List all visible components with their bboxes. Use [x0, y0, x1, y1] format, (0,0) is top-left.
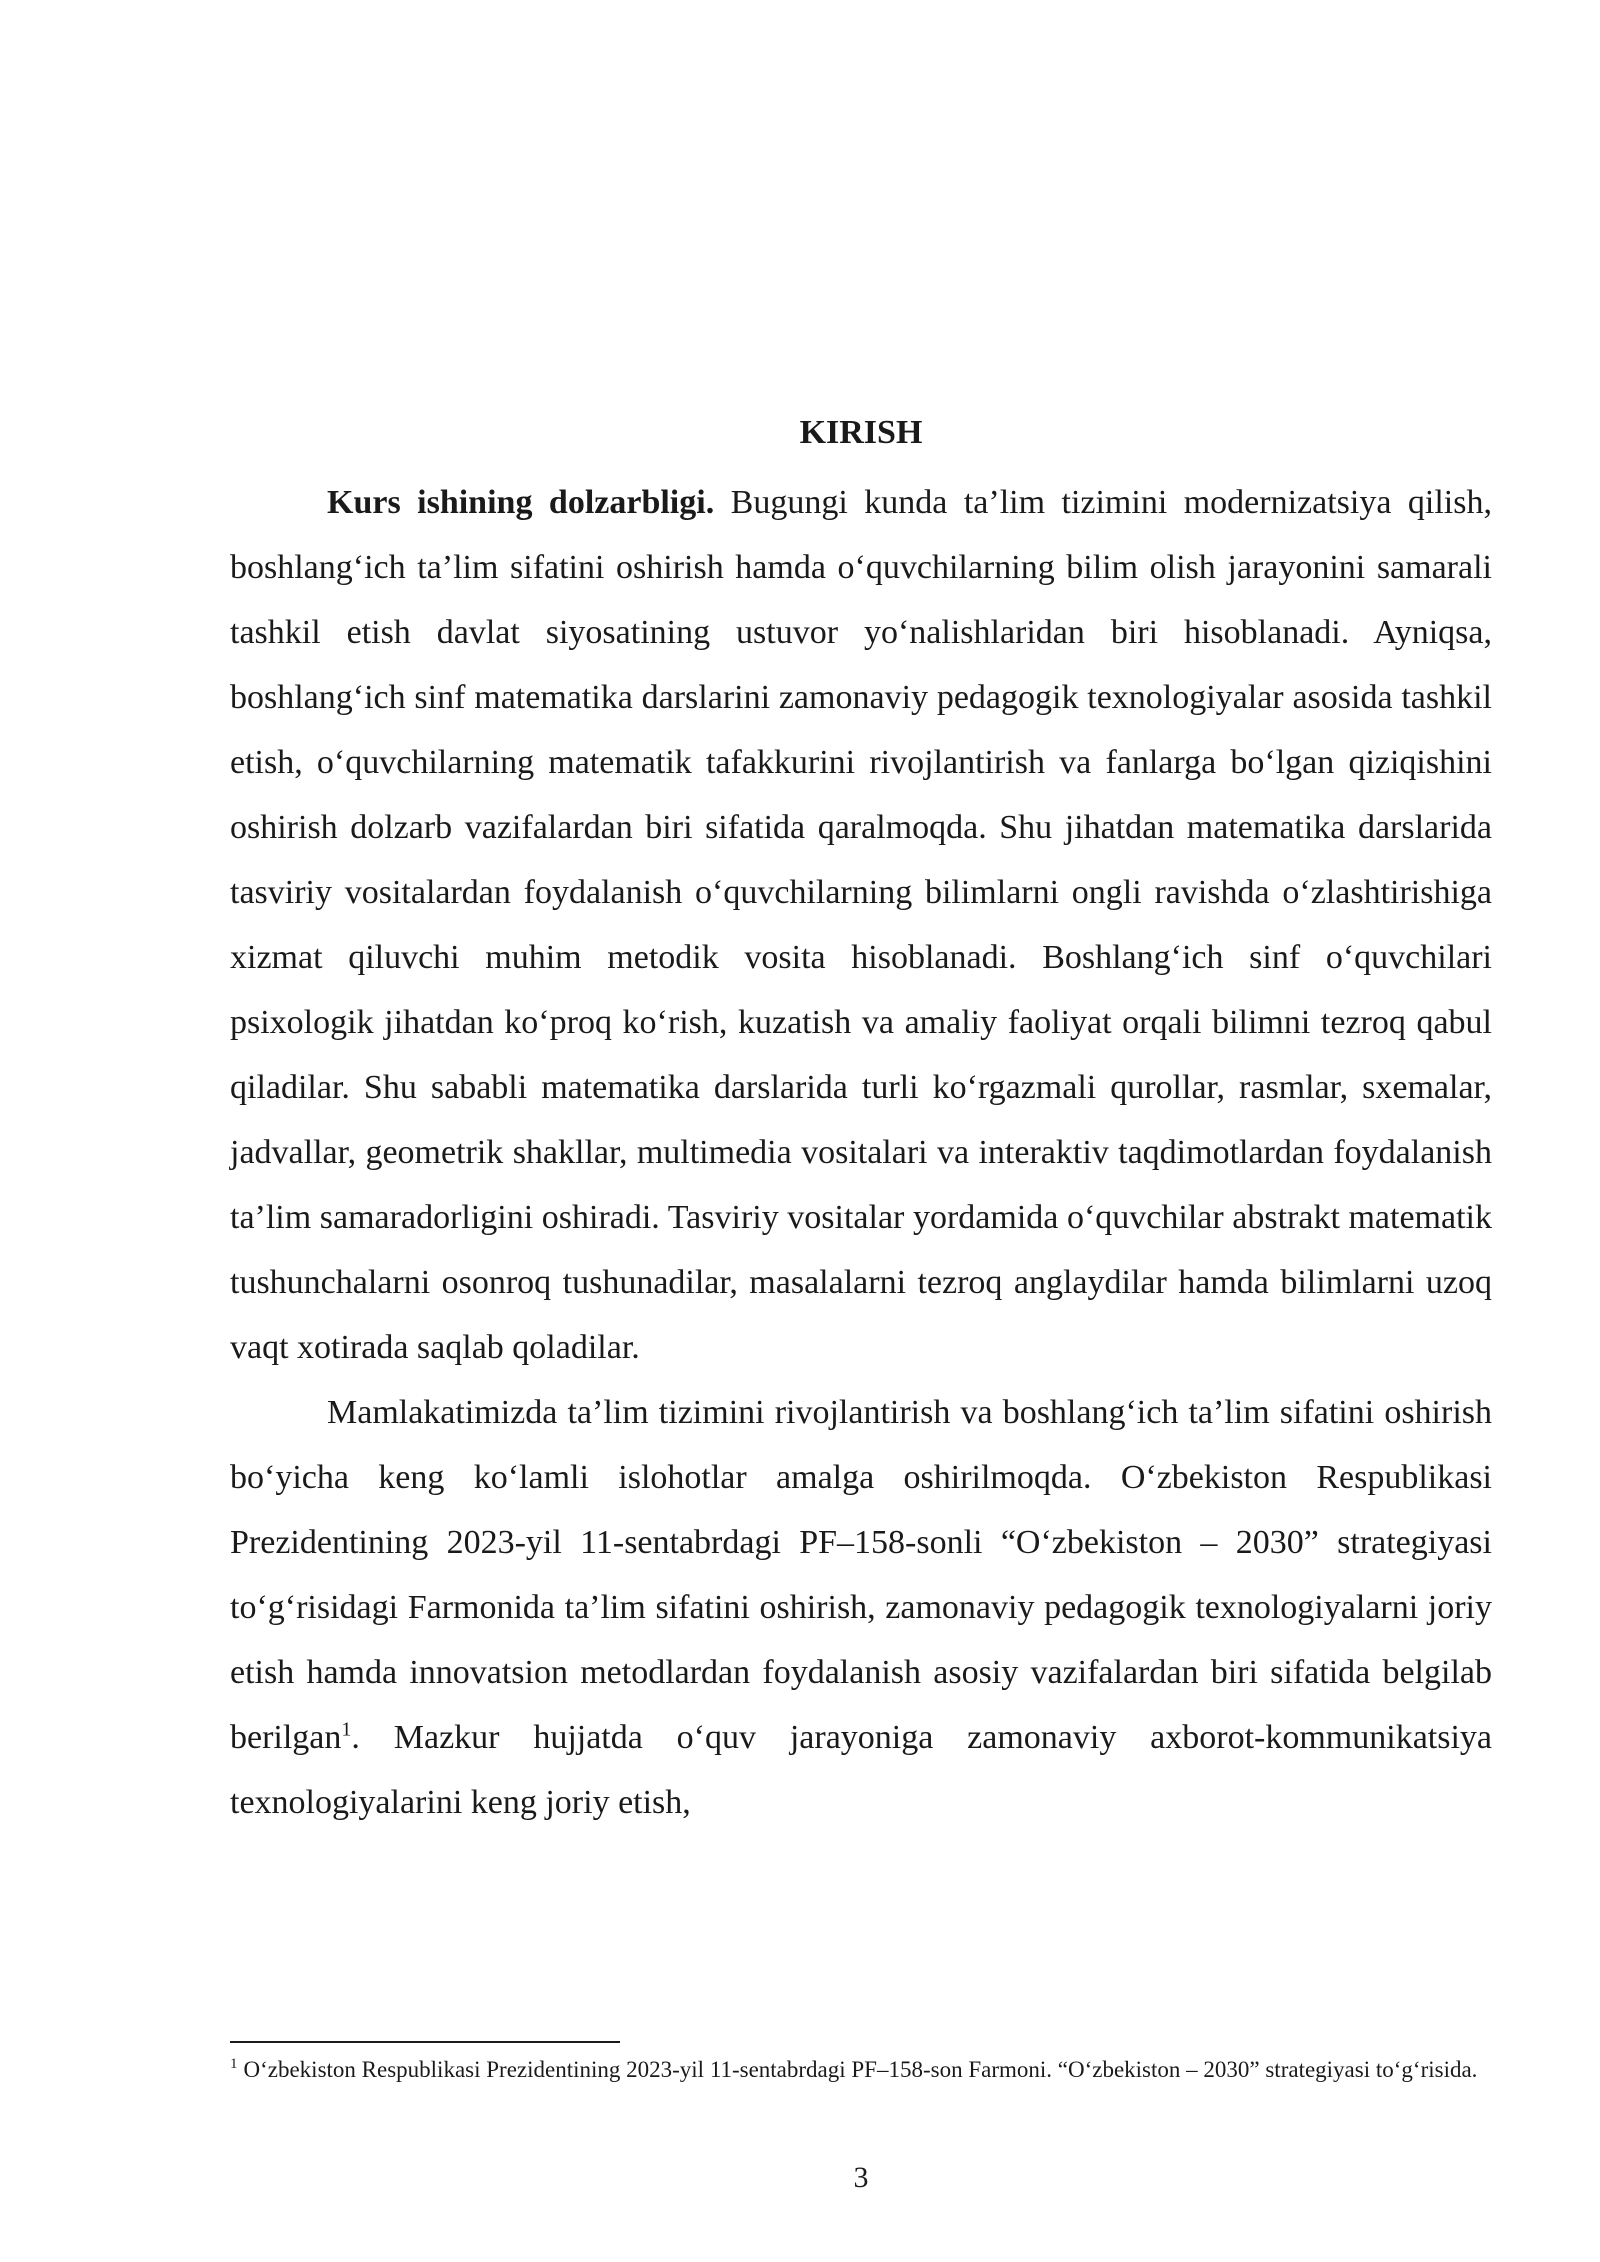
- paragraph-text: . Mazkur hujjatda o‘quv jarayoniga zamonaviy axborot-kommunikatsiya texnologiyalarini keng joriy etish,: [230, 1719, 1492, 1821]
- footnote: [230, 2054, 1492, 2086]
- footnote-text: O‘zbekiston Respublikasi Prezidentining 2023-yil 11-sentabrdagi PF–158-son Farmoni. “O‘zbekiston – 2030” strategiyasi to‘g‘risida.: [243, 2057, 1478, 2082]
- paragraph-reforms: [230, 1380, 1492, 1835]
- paragraph-relevance: [230, 470, 1492, 1380]
- footnote-reference: 1: [341, 1718, 352, 1741]
- footnote-number: 1: [230, 2056, 238, 2073]
- paragraph-lead: Kurs ishining dolzarbligi.: [327, 484, 715, 521]
- section-heading: KIRISH: [799, 414, 923, 451]
- page-number: 3: [853, 2161, 869, 2194]
- footnote-separator: [230, 2041, 620, 2043]
- paragraph-text: Bugungi kunda ta’lim tizimini modernizatsiya qilish, boshlang‘ich ta’lim sifatini oshirish hamda o‘quvchilarning bilim olish jarayonini samarali tashkil etish davlat siyosatining ustuvor yo‘nalishlaridan biri hisoblanadi. Ayniqsa, boshlang‘ich sinf matematika darslarini zamonaviy pedagogik texnologiyalar asosida tashkil etish, o‘quvchilarning matematik tafakkurini rivojlantirish va fanlarga bo‘lgan qiziqishini oshirish dolzarb vazifalardan biri sifatida qaralmoqda. Shu jihatdan matematika darslarida tasviriy vositalardan foydalanish o‘quvchilarning bilimlarni ongli ravishda o‘zlashtirishiga xizmat qiluvchi muhim metodik vosita hisoblanadi. Boshlang‘ich sinf o‘quvchilari psixologik jihatdan ko‘proq ko‘rish, kuzatish va amaliy faoliyat orqali bilimni tezroq qabul qiladilar. Shu sababli matematika darslarida turli ko‘rgazmali qurollar, rasmlar, sxemalar, jadvallar, geometrik shakllar, multimedia vositalari va interaktiv taqdimotlardan foydalanish ta’lim samaradorligini oshiradi. Tasviriy vositalar yordamida o‘quvchilar abstrakt matematik tushunchalarni osonroq tushunadilar, masalalarni tezroq anglaydilar hamda bilimlarni uzoq vaqt xotirada saqlab qoladilar.: [230, 484, 1492, 1366]
- paragraph-text: Mamlakatimizda ta’lim tizimini rivojlantirish va boshlang‘ich ta’lim sifatini oshirish bo‘yicha keng ko‘lamli islohotlar amalga oshirilmoqda. O‘zbekiston Respublikasi Prezidentining 2023-yil 11-sentabrdagi PF–158-sonli “O‘zbekiston – 2030” strategiyasi to‘g‘risidagi Farmonida ta’lim sifatini oshirish, zamonaviy pedagogik texnologiyalarni joriy etish hamda innovatsion metodlardan foydalanish asosiy vazifalardan biri sifatida belgilab berilgan: [230, 1394, 1492, 1756]
- body-text: [230, 470, 1492, 1835]
